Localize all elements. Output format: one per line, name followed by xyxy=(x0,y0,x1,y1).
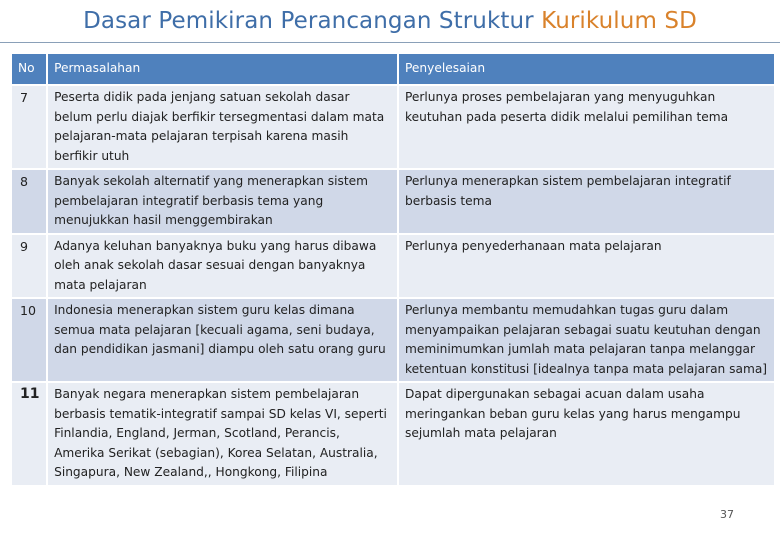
header-penyelesaian: Penyelesaian xyxy=(399,54,774,84)
page-number: 37 xyxy=(720,508,734,521)
row-permasalahan: Indonesia menerapkan sistem guru kelas dimana semua mata pelajaran [kecuali agama, seni budaya, dan pendidikan jasmani] diampu oleh satu orang guru xyxy=(48,299,397,381)
row-permasalahan: Adanya keluhan banyaknya buku yang harus dibawa oleh anak sekolah dasar sesuai dengan banyaknya mata pelajaran xyxy=(48,235,397,298)
row-penyelesaian: Perlunya menerapkan sistem pembelajaran integratif berbasis tema xyxy=(399,170,774,233)
row-penyelesaian: Dapat dipergunakan sebagai acuan dalam usaha meringankan beban guru kelas yang harus mengampu sejumlah mata pelajaran xyxy=(399,383,774,485)
row-permasalahan: Banyak sekolah alternatif yang menerapkan sistem pembelajaran integratif berbasis tema yang menujukkan hasil menggembirakan xyxy=(48,170,397,233)
row-number: 10 xyxy=(12,299,46,381)
table-row xyxy=(12,86,774,168)
row-penyelesaian: Perlunya proses pembelajaran yang menyuguhkan keutuhan pada peserta didik melalui pemilihan tema xyxy=(399,86,774,168)
title-accent: Kurikulum SD xyxy=(541,8,697,34)
row-penyelesaian: Perlunya penyederhanaan mata pelajaran xyxy=(399,235,774,298)
row-number: 8 xyxy=(12,170,46,233)
row-penyelesaian: Perlunya membantu memudahkan tugas guru dalam menyampaikan pelajaran sebagai suatu keutuhan dengan meminimumkan jumlah mata pelajaran tanpa melanggar ketentuan konstitusi [idealnya tanpa mata pelajaran sama] xyxy=(399,299,774,381)
row-number: 9 xyxy=(12,235,46,298)
row-permasalahan: Banyak negara menerapkan sistem pembelajaran berbasis tematik-integratif sampai SD kelas VI, seperti Finlandia, England, Jerman, Scotland, Perancis, Amerika Serikat (sebagian), Korea Selatan, Australia, Singapura, New Zealand,, Hongkong, Filipina xyxy=(48,383,397,485)
header-permasalahan: Permasalahan xyxy=(48,54,397,84)
table-row xyxy=(12,383,774,485)
title-divider xyxy=(0,42,780,43)
table-header-row xyxy=(12,54,774,84)
row-permasalahan: Peserta didik pada jenjang satuan sekolah dasar belum perlu diajak berfikir tersegmentasi dalam mata pelajaran-mata pelajaran terpisah karena masih berfikir utuh xyxy=(48,86,397,168)
content-table xyxy=(10,52,776,487)
table-row xyxy=(12,235,774,298)
title-main: Dasar Pemikiran Perancangan Struktur xyxy=(83,8,542,34)
table-row xyxy=(12,170,774,233)
row-number: 11 xyxy=(12,383,46,485)
row-number: 7 xyxy=(12,86,46,168)
table-row xyxy=(12,299,774,381)
page-title xyxy=(0,8,780,34)
header-no: No xyxy=(12,54,46,84)
